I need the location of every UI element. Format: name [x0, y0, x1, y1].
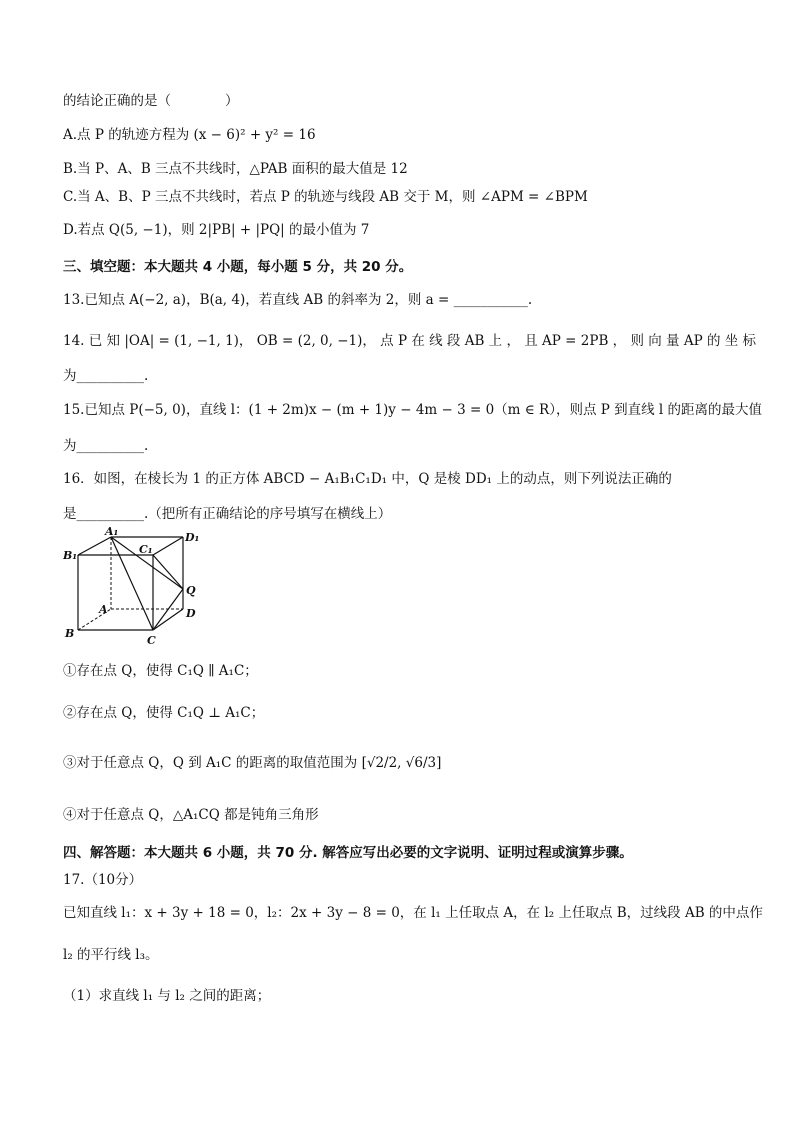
- label-b: B: [65, 627, 75, 640]
- q16-line-1: 16．如图，在棱长为 1 的正方体 ABCD − A₁B₁C₁D₁ 中，Q 是棱 DD₁ 上的动点，则下列说法正确的: [63, 471, 672, 487]
- q14-line-2: 为__________.: [63, 368, 149, 384]
- label-a: A: [99, 603, 108, 616]
- q16-option-2: ②存在点 Q，使得 C₁Q ⊥ A₁C；: [63, 705, 265, 721]
- section-3-heading: 三、填空题：本大题共 4 小题，每小题 5 分，共 20 分。: [63, 259, 413, 275]
- q17-heading: 17.（10分）: [63, 872, 143, 888]
- section-4-heading: 四、解答题：本大题共 6 小题，共 70 分. 解答应写出必要的文字说明、证明过程或演算步骤。: [63, 845, 633, 861]
- q16-option-4: ④对于任意点 Q，△A₁CQ 都是钝角三角形: [63, 807, 319, 823]
- q12-option-b: B.当 P、A、B 三点不共线时，△PAB 面积的最大值是 12: [63, 161, 408, 177]
- q12-option-a: A.点 P 的轨迹方程为 (x − 6)² + y² = 16: [63, 127, 316, 143]
- edge-b1a1: [78, 537, 111, 555]
- label-c: C: [147, 634, 156, 647]
- label-q: Q: [186, 584, 196, 597]
- edge-cd: [153, 609, 183, 630]
- q15-line-1: 15.已知点 P(−5, 0)，直线 l：(1 + 2m)x − (m + 1)y − 4m − 3 = 0（m ∈ R），则点 P 到直线 l 的距离的最大值: [63, 402, 763, 418]
- label-c1: C₁: [139, 543, 153, 556]
- edge-c1d1: [153, 537, 183, 555]
- q12-option-c: C.当 A、B、P 三点不共线时，若点 P 的轨迹与线段 AB 交于 M，则 ∠APM = ∠BPM: [63, 189, 588, 205]
- q12-stem-tail: 的结论正确的是（ ）: [63, 93, 239, 109]
- label-d1: D₁: [185, 531, 200, 544]
- label-a1: A₁: [105, 527, 119, 538]
- q12-option-d: D.若点 Q(5, −1)，则 2|PB| + |PQ| 的最小值为 7: [63, 222, 370, 238]
- label-b1: B₁: [63, 549, 78, 562]
- q16-option-3: ③对于任意点 Q，Q 到 A₁C 的距离的取值范围为 [√2/2, √6/3]: [63, 755, 442, 771]
- cube-figure: [63, 527, 203, 647]
- q17-line-1: 已知直线 l₁：x + 3y + 18 = 0，l₂：2x + 3y − 8 = 0，在 l₁ 上任取点 A，在 l₂ 上任取点 B，过线段 AB 的中点作: [63, 905, 763, 921]
- segment-c1q: [153, 555, 183, 589]
- q13: 13.已知点 A(−2, a)，B(a, 4)，若直线 AB 的斜率为 2，则 a = ___________.: [63, 292, 533, 308]
- q17-part-1: （1）求直线 l₁ 与 l₂ 之间的距离；: [63, 988, 271, 1004]
- q14-line-1: 14. 已 知 |OA| = (1, −1, 1)， OB = (2, 0, −1)， 点 P 在 线 段 AB 上 ， 且 AP = 2PB ， 则 向 量 AP 的 坐 标: [63, 333, 757, 349]
- label-d: D: [186, 607, 196, 620]
- q16-line-2: 是__________.（把所有正确结论的序号填写在横线上）: [63, 506, 392, 522]
- q15-line-2: 为__________.: [63, 438, 149, 454]
- q17-line-2: l₂ 的平行线 l₃。: [63, 947, 159, 963]
- q16-option-1: ①存在点 Q，使得 C₁Q ∥ A₁C；: [63, 663, 258, 679]
